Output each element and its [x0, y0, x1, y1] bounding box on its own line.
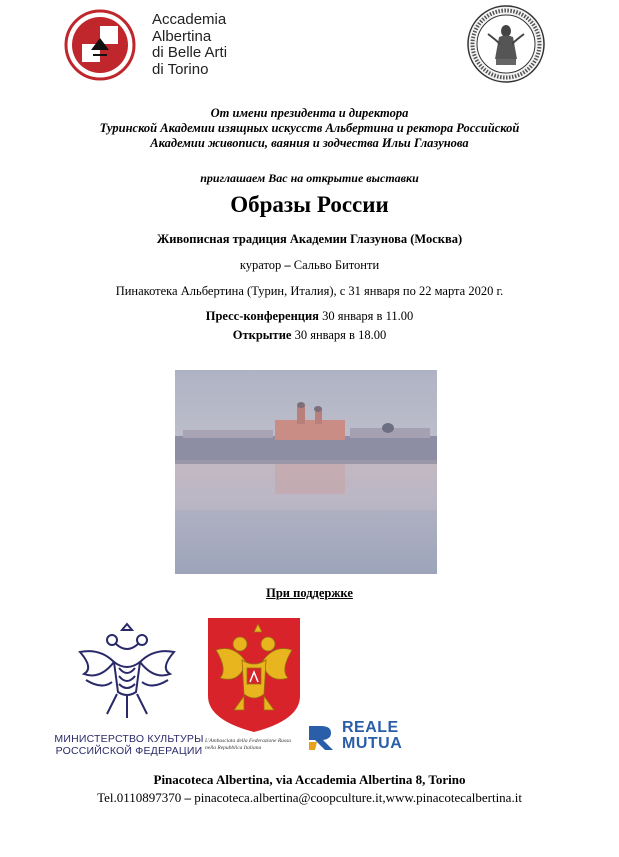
intro-text: [0, 106, 619, 151]
academy-name-line-2: Albertina: [152, 27, 212, 45]
reale-line-2: MUTUA: [342, 735, 403, 752]
curator-line: [0, 258, 619, 273]
exhibition-subtitle: Живописная традиция Академии Глазунова (Москва): [156, 232, 463, 246]
russian-coat-of-arms-icon: [206, 616, 302, 734]
reale-mutua-logo-icon: [307, 722, 337, 752]
ministry-line-2: РОССИЙСКОЙ ФЕДЕРАЦИИ: [55, 745, 203, 757]
footer-address: Pinacoteca Albertina, via Accademia Albertina 8, Torino: [153, 772, 466, 787]
venue-dates: Пинакотека Альбертина (Турин, Италия), с 31 января по 22 марта 2020 г.: [115, 284, 504, 298]
intro-line-3: Академии живописи, ваяния и зодчества Ильи Глазунова: [150, 136, 469, 150]
footer-links[interactable]: pinacoteca.albertina@coopculture.it,www.pinacotecalbertina.it: [194, 790, 522, 805]
embassy-text: [205, 738, 315, 752]
opening: [0, 328, 619, 343]
curator-label: куратор: [239, 258, 282, 272]
academy-name: [152, 12, 227, 78]
intro-line-2: Туринской Академии изящных искусств Альбертина и ректора Российской: [99, 121, 520, 135]
ministry-line-1: МИНИСТЕРСТВО КУЛЬТУРЫ: [54, 733, 204, 745]
exhibition-painting: [175, 370, 437, 574]
ministry-of-culture-text: [44, 733, 214, 757]
opening-label: Открытие: [232, 328, 292, 342]
press-label: Пресс-конференция: [205, 309, 319, 323]
support-heading: При поддержке: [266, 586, 353, 600]
footer-dash: –: [184, 790, 191, 805]
double-headed-eagle-icon: [72, 622, 182, 730]
reale-mutua-text: [342, 720, 402, 752]
opening-date: 30 января в 18.00: [294, 328, 387, 342]
press-date: 30 января в 11.00: [322, 309, 414, 323]
russian-academy-seal-icon: [466, 4, 546, 84]
intro-line-1: От имени президента и директора: [210, 106, 409, 120]
invite-text: приглашаем Вас на открытие выставки: [200, 171, 419, 185]
academy-name-line-4: di Torino: [152, 60, 209, 78]
footer-contacts: [0, 790, 619, 806]
embassy-line-1: L'Ambasciata della Federazione Russa: [205, 738, 291, 744]
exhibition-title: Образы России: [230, 192, 389, 217]
academy-name-line-1: Accademia: [152, 11, 227, 28]
footer-tel: Tel.0110897370: [97, 790, 182, 805]
curator-dash: –: [284, 258, 291, 272]
press-conference: [0, 309, 619, 324]
embassy-line-2: nella Repubblica Italiana: [205, 745, 262, 751]
curator-name: Сальво Битонти: [293, 258, 380, 272]
academy-name-line-3: di Belle Arti: [152, 44, 228, 61]
reale-line-1: REALE: [342, 719, 399, 736]
